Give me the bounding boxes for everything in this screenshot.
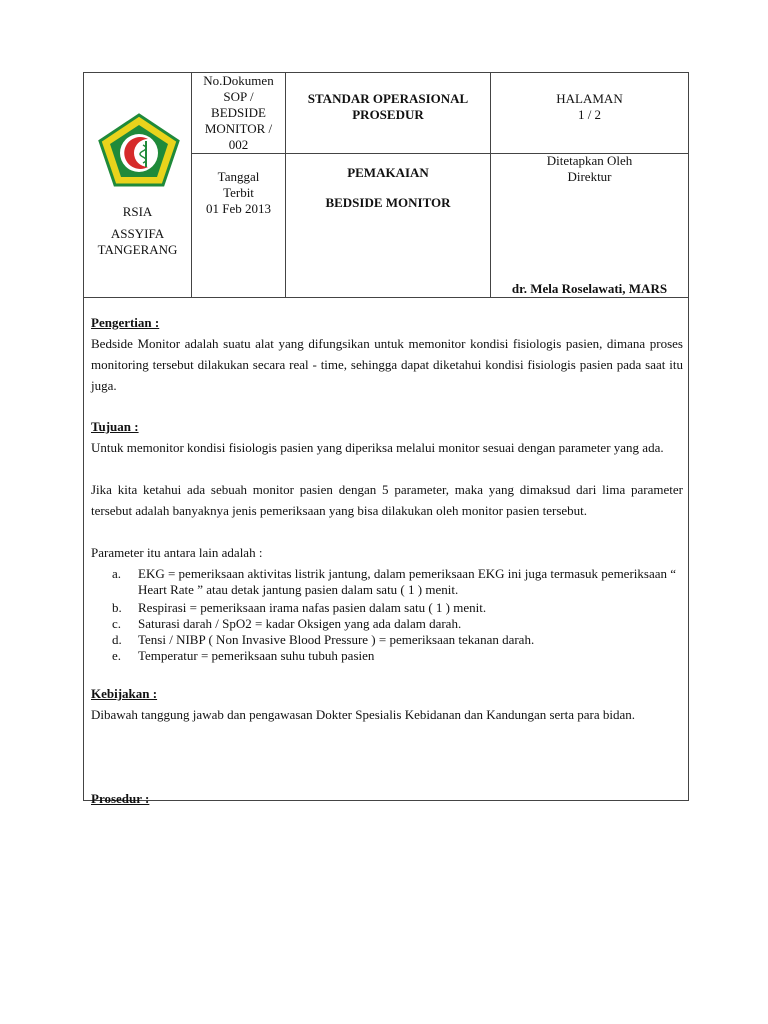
doc-no-line: BEDSIDE <box>211 105 266 120</box>
subject-line: BEDSIDE MONITOR <box>325 195 451 210</box>
section-heading-pengertian: Pengertian : <box>91 315 160 330</box>
procedure-subject <box>286 165 490 211</box>
list-text: EKG = pemeriksaan aktivitas listrik jantung, dalam pemeriksaan EKG ini juga termasuk pemeriksaan “ Heart Rate ” atau detak jantung pasien dalam satu ( 1 ) menit. <box>138 566 677 597</box>
list-marker: e. <box>112 648 122 663</box>
title-line: STANDAR OPERASIONAL <box>307 91 469 106</box>
institution-line: TANGERANG <box>97 242 178 257</box>
doc-no-line: No.Dokumen <box>203 73 274 88</box>
approval-line: Ditetapkan Oleh <box>546 153 633 168</box>
date-line: 01 Feb 2013 <box>206 201 271 216</box>
section-heading-prosedur: Prosedur : <box>91 791 150 806</box>
approval-block <box>491 153 688 185</box>
list-marker: d. <box>112 632 122 647</box>
tujuan-paragraph: Parameter itu antara lain adalah : <box>91 545 263 560</box>
section-heading-tujuan: Tujuan : <box>91 419 139 434</box>
page-info <box>491 91 688 123</box>
tujuan-paragraph: Jika kita ketahui ada sebuah monitor pasien dengan 5 parameter, maka yang dimaksud dari lima parameter tersebut adalah banyaknya jenis pemeriksaan yang bisa dilakukan oleh monitor pasien tersebut. <box>91 482 683 518</box>
doc-no-line: MONITOR / <box>204 121 273 136</box>
date-line: Terbit <box>223 185 254 200</box>
institution-line: RSIA <box>122 204 153 219</box>
header-table <box>84 73 688 297</box>
kebijakan-paragraph: Dibawah tanggung jawab dan pengawasan Dokter Spesialis Kebidanan dan Kandungan serta para bidan. <box>91 707 636 722</box>
list-marker: b. <box>112 600 122 615</box>
issue-date <box>192 169 285 217</box>
document-body <box>84 297 688 806</box>
doc-no-line: 002 <box>228 137 249 152</box>
subject-line: PEMAKAIAN <box>347 165 429 180</box>
section-heading-kebijakan: Kebijakan : <box>91 686 158 701</box>
page-value: 1 / 2 <box>577 107 602 122</box>
doc-no-line: SOP / <box>223 89 254 104</box>
document-number <box>192 73 285 153</box>
pengertian-paragraph: Bedside Monitor adalah suatu alat yang difungsikan untuk memonitor kondisi fisiologis pasien, dimana proses monitoring tersebut dilakukan secara real - time, sehingga dapat diketahui kondisi fisiologis pasien pada saat itu juga. <box>91 336 683 393</box>
document-title <box>286 91 490 123</box>
sop-document <box>83 72 689 806</box>
institution-name <box>84 204 191 258</box>
list-text: Saturasi darah / SpO2 = kadar Oksigen yang ada dalam darah. <box>138 616 462 631</box>
hospital-logo <box>96 111 182 189</box>
list-marker: c. <box>112 616 122 631</box>
list-text: Respirasi = pemeriksaan irama nafas pasien dalam satu ( 1 ) menit. <box>138 600 487 615</box>
title-line: PROSEDUR <box>352 107 424 122</box>
tujuan-paragraph: Untuk memonitor kondisi fisiologis pasien yang diperiksa melalui monitor sesuai dengan parameter yang ada. <box>91 440 664 455</box>
approval-line: Direktur <box>567 169 612 184</box>
date-line: Tanggal <box>217 169 260 184</box>
list-marker: a. <box>112 566 122 581</box>
page-label: HALAMAN <box>556 91 623 106</box>
list-text: Temperatur = pemeriksaan suhu tubuh pasien <box>138 648 375 663</box>
institution-line: ASSYIFA <box>110 226 165 241</box>
signatory-name: dr. Mela Roselawati, MARS <box>511 281 668 296</box>
list-text: Tensi / NIBP ( Non Invasive Blood Pressure ) = pemeriksaan tekanan darah. <box>138 632 535 647</box>
